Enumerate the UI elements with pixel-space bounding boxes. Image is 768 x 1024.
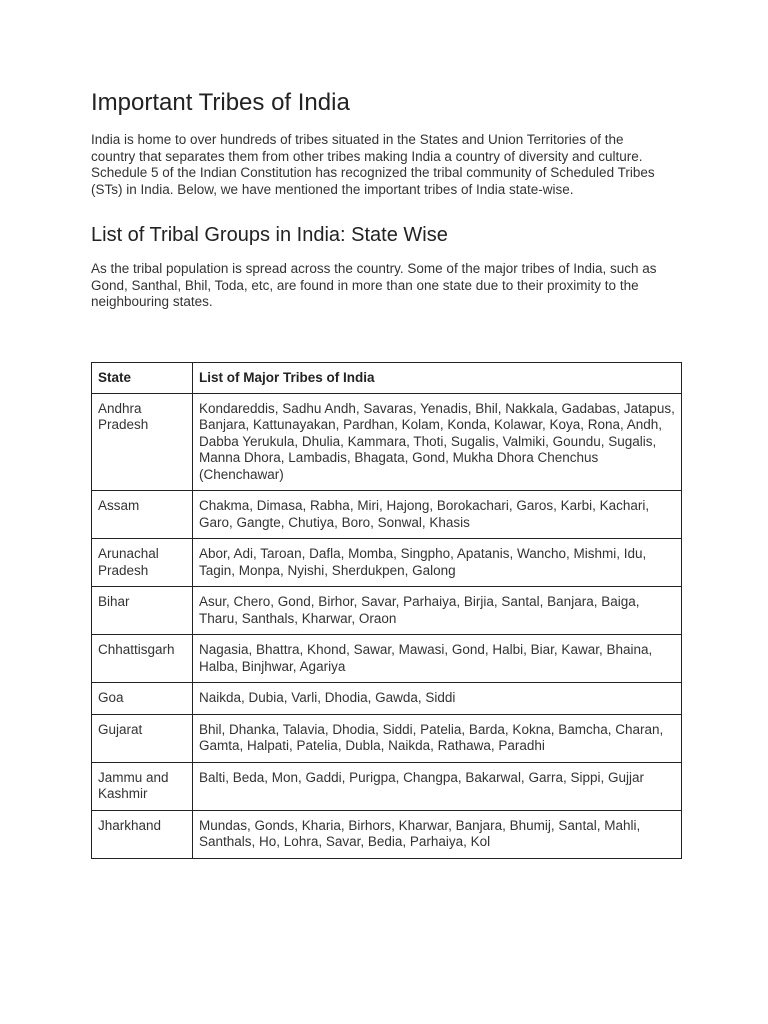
table-row: [92, 714, 682, 762]
table-header-row: [92, 363, 682, 394]
cell-tribes: Chakma, Dimasa, Rabha, Miri, Hajong, Borokachari, Garos, Karbi, Kachari, Garo, Gangte, Chutiya, Boro, Sonwal, Khasis: [193, 491, 682, 539]
table-row: [92, 810, 682, 858]
cell-state: Arunachal Pradesh: [92, 539, 193, 587]
cell-state: Jharkhand: [92, 810, 193, 858]
cell-tribes: Nagasia, Bhattra, Khond, Sawar, Mawasi, Gond, Halbi, Biar, Kawar, Bhaina, Halba, Binjhwar, Agariya: [193, 635, 682, 683]
tribes-table: [91, 362, 682, 859]
table-row: [92, 683, 682, 715]
table-row: [92, 491, 682, 539]
section-heading: List of Tribal Groups in India: State Wise: [91, 224, 448, 246]
cell-tribes: Naikda, Dubia, Varli, Dhodia, Gawda, Siddi: [193, 683, 682, 715]
cell-tribes: Balti, Beda, Mon, Gaddi, Purigpa, Changpa, Bakarwal, Garra, Sippi, Gujjar: [193, 762, 682, 810]
table-row: [92, 393, 682, 491]
cell-tribes: Abor, Adi, Taroan, Dafla, Momba, Singpho, Apatanis, Wancho, Mishmi, Idu, Tagin, Monpa, Nyishi, Sherdukpen, Galong: [193, 539, 682, 587]
cell-state: Goa: [92, 683, 193, 715]
intro-paragraph: India is home to over hundreds of tribes situated in the States and Union Territories of the country that separates them from other tribes making India a country of diversity and culture. Schedule 5 of the Indian Constitution has recognized the tribal community of Scheduled Tribes (STs) in India. Below, we have mentioned the important tribes of India state-wise.: [91, 132, 655, 197]
table-row: [92, 762, 682, 810]
cell-state: Assam: [92, 491, 193, 539]
header-state: State: [92, 363, 193, 394]
cell-state: Chhattisgarh: [92, 635, 193, 683]
table-row: [92, 539, 682, 587]
cell-tribes: Asur, Chero, Gond, Birhor, Savar, Parhaiya, Birjia, Santal, Banjara, Baiga, Tharu, Santhals, Kharwar, Oraon: [193, 587, 682, 635]
cell-tribes: Bhil, Dhanka, Talavia, Dhodia, Siddi, Patelia, Barda, Kokna, Bamcha, Charan, Gamta, Halpati, Patelia, Dubla, Naikda, Rathawa, Paradhi: [193, 714, 682, 762]
cell-state: Bihar: [92, 587, 193, 635]
table-row: [92, 587, 682, 635]
header-tribes: List of Major Tribes of India: [193, 363, 682, 394]
cell-tribes: Mundas, Gonds, Kharia, Birhors, Kharwar, Banjara, Bhumij, Santal, Mahli, Santhals, Ho, Lohra, Savar, Bedia, Parhaiya, Kol: [193, 810, 682, 858]
cell-state: Gujarat: [92, 714, 193, 762]
cell-state: Jammu and Kashmir: [92, 762, 193, 810]
cell-state: Andhra Pradesh: [92, 393, 193, 491]
section-paragraph: As the tribal population is spread across the country. Some of the major tribes of India, such as Gond, Santhal, Bhil, Toda, etc, are found in more than one state due to their proximity to the neighbouring states.: [91, 261, 657, 309]
page-title: Important Tribes of India: [91, 89, 350, 116]
table-row: [92, 635, 682, 683]
cell-tribes: Kondareddis, Sadhu Andh, Savaras, Yenadis, Bhil, Nakkala, Gadabas, Jatapus, Banjara, Kattunayakan, Pardhan, Kolam, Konda, Kolawar, Koya, Rona, Andh, Dabba Yerukula, Dhulia, Kammara, Thoti, Sugalis, Valmiki, Goundu, Sugalis, Manna Dhora, Lambadis, Bhagata, Gond, Mukha Dhora Chenchus (Chenchawar): [193, 393, 682, 491]
